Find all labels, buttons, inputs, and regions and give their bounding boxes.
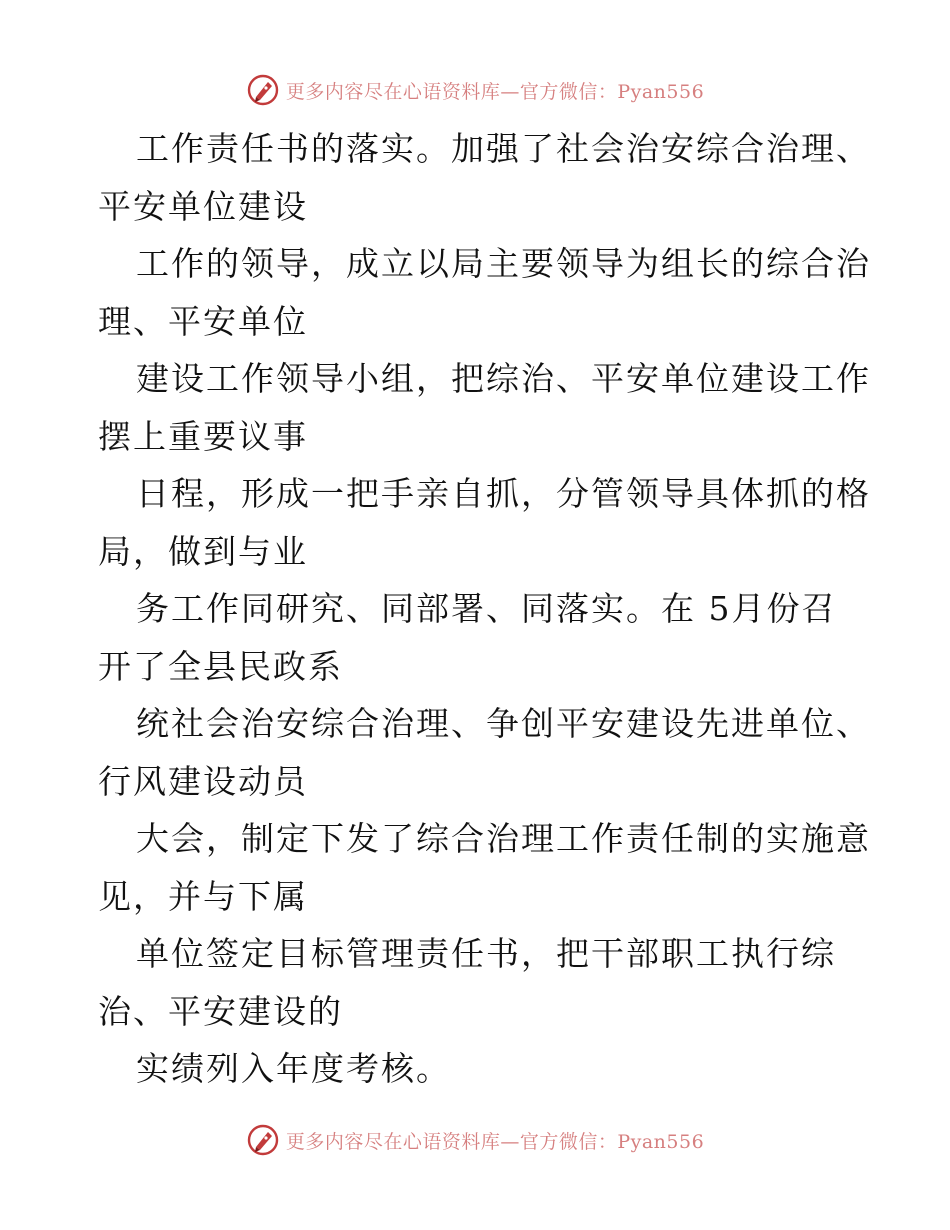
footer-banner-text: 更多内容尽在心语资料库—官方微信：Pyan556 [285,1130,705,1153]
text-line: 统社会治安综合治理、争创平安建设先进单位、 [136,704,871,743]
text-line: 务工作同研究、同部署、同落实。在 5月份召 [136,589,837,628]
text-line: 理、平安单位 [98,301,308,341]
text-line: 日程，形成一把手亲自抓，分管领导具体抓的格 [136,474,871,513]
page-header-banner [0,72,950,108]
text-line: 开了全县民政系 [98,646,343,686]
text-line: 单位签定目标管理责任书，把干部职工执行综 [136,934,836,973]
text-line: 局，做到与业 [98,531,308,571]
pen-nib-logo-icon [246,1123,280,1157]
page-footer-banner [0,1122,950,1158]
text-line: 平安单位建设 [98,186,308,226]
text-line: 见，并与下属 [98,876,308,916]
text-line: 工作责任书的落实。加强了社会治安综合治理、 [136,129,871,168]
header-banner-text: 更多内容尽在心语资料库—官方微信：Pyan556 [285,80,705,103]
text-line: 建设工作领导小组，把综治、平安单位建设工作 [136,359,871,398]
document-body [98,120,871,1098]
text-line: 大会，制定下发了综合治理工作责任制的实施意 [136,819,871,858]
text-line: 治、平安建设的 [98,991,343,1031]
text-line: 实绩列入年度考核。 [136,1049,451,1088]
text-line: 摆上重要议事 [98,416,308,456]
text-line: 工作的领导，成立以局主要领导为组长的综合治 [136,244,871,283]
pen-nib-logo-icon [246,73,280,107]
text-line: 行风建设动员 [98,761,308,801]
